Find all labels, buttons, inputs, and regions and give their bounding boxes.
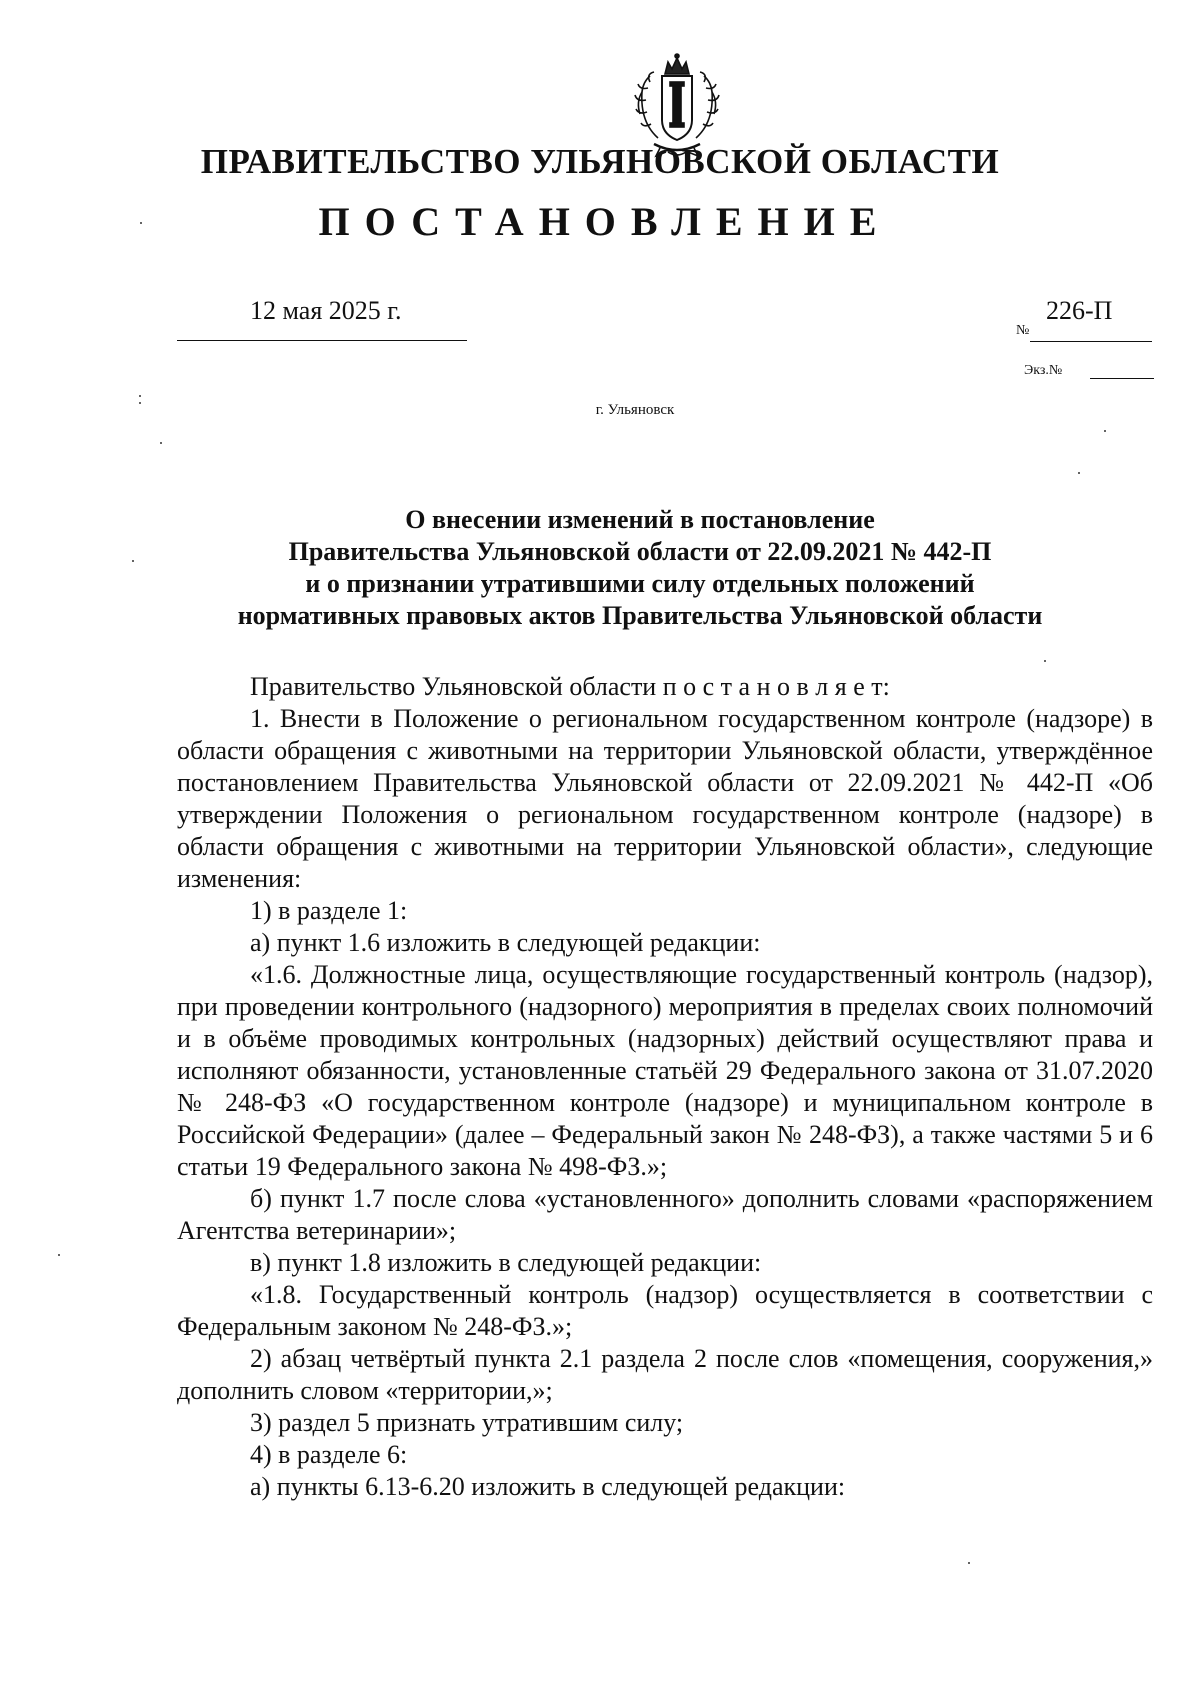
city: г. Ульяновск <box>595 402 675 418</box>
heading-line: Правительства Ульяновской области от 22.09.2021 № 442-П <box>288 537 992 566</box>
body-paragraph: 2) абзац четвёртый пункта 2.1 раздела 2 после слов «помещения, сооружения,» дополнить словом «территории,»; <box>177 1344 1153 1405</box>
document-type: ПОСТАНОВЛЕНИЕ <box>318 199 892 244</box>
number-underline <box>1030 341 1152 342</box>
body-paragraph: 3) раздел 5 признать утратившим силу; <box>250 1408 684 1437</box>
body-paragraph: в) пункт 1.8 изложить в следующей редакции: <box>250 1248 762 1277</box>
scan-speck <box>160 442 162 444</box>
scan-speck <box>1044 660 1046 662</box>
document-number: 226-П <box>1046 296 1113 325</box>
body-paragraph: 1) в разделе 1: <box>250 896 408 925</box>
document-body <box>177 671 1153 1503</box>
document-date: 12 мая 2025 г. <box>250 296 402 325</box>
body-paragraph: «1.6. Должностные лица, осуществляющие государственный контроль (надзор), при проведении контрольного (надзорного) мероприятия в пределах своих полномочий и в объёме проводимых контрольных (надзорных) действий осуществляют права и исполняют обязанности, установленные статьёй 29 Федерального закона от 31.07.2020 № 248-ФЗ «О государственном контроле (надзоре) и муниципальном контроле в Российской Федерации» (далее – Федеральный закон № 248-ФЗ), а также частями 5 и 6 статьи 19 Федерального закона № 498-ФЗ.»; <box>177 960 1153 1181</box>
copy-number-underline <box>1090 378 1154 379</box>
heading-line: О внесении изменений в постановление <box>405 505 875 534</box>
body-paragraph: «1.8. Государственный контроль (надзор) осуществляется в соответствии с Федеральным законом № 248-ФЗ.»; <box>177 1280 1153 1341</box>
body-paragraph: 1. Внести в Положение о региональном государственном контроле (надзоре) в области обращения с животными на территории Ульяновской области, утверждённое постановлением Правительства Ульяновской области от 22.09.2021 № 442-П «Об утверждении Положения о региональном государственном контроле (надзоре) в области обращения с животными на территории Ульяновской области», следующие изменения: <box>177 704 1153 893</box>
body-paragraph: 4) в разделе 6: <box>250 1440 408 1469</box>
heading-line: и о признании утратившими силу отдельных положений <box>305 569 975 598</box>
body-paragraph: а) пункт 1.6 изложить в следующей редакции: <box>250 928 761 957</box>
body-paragraph: а) пункты 6.13-6.20 изложить в следующей редакции: <box>250 1472 846 1501</box>
scan-speck <box>132 560 134 562</box>
document-heading <box>160 504 1120 632</box>
scan-speck <box>139 402 141 404</box>
date-underline <box>177 340 467 341</box>
number-sign: № <box>1016 323 1030 338</box>
scan-speck <box>1104 430 1106 432</box>
scan-speck <box>1078 472 1080 474</box>
scan-speck <box>58 1254 60 1256</box>
scan-speck <box>139 395 141 397</box>
heading-line: нормативных правовых актов Правительства Ульяновской области <box>237 601 1043 630</box>
body-paragraph: б) пункт 1.7 после слова «установленного» дополнить словами «распоряжением Агентства ветеринарии»; <box>177 1184 1153 1245</box>
scan-speck <box>968 1562 970 1564</box>
scan-speck <box>140 222 142 224</box>
copy-number-label: Экз.№ <box>1024 363 1063 378</box>
government-name: ПРАВИТЕЛЬСТВО УЛЬЯНОВСКОЙ ОБЛАСТИ <box>200 142 1000 181</box>
body-paragraph: Правительство Ульяновской области п о с т а н о в л я е т: <box>250 672 890 701</box>
